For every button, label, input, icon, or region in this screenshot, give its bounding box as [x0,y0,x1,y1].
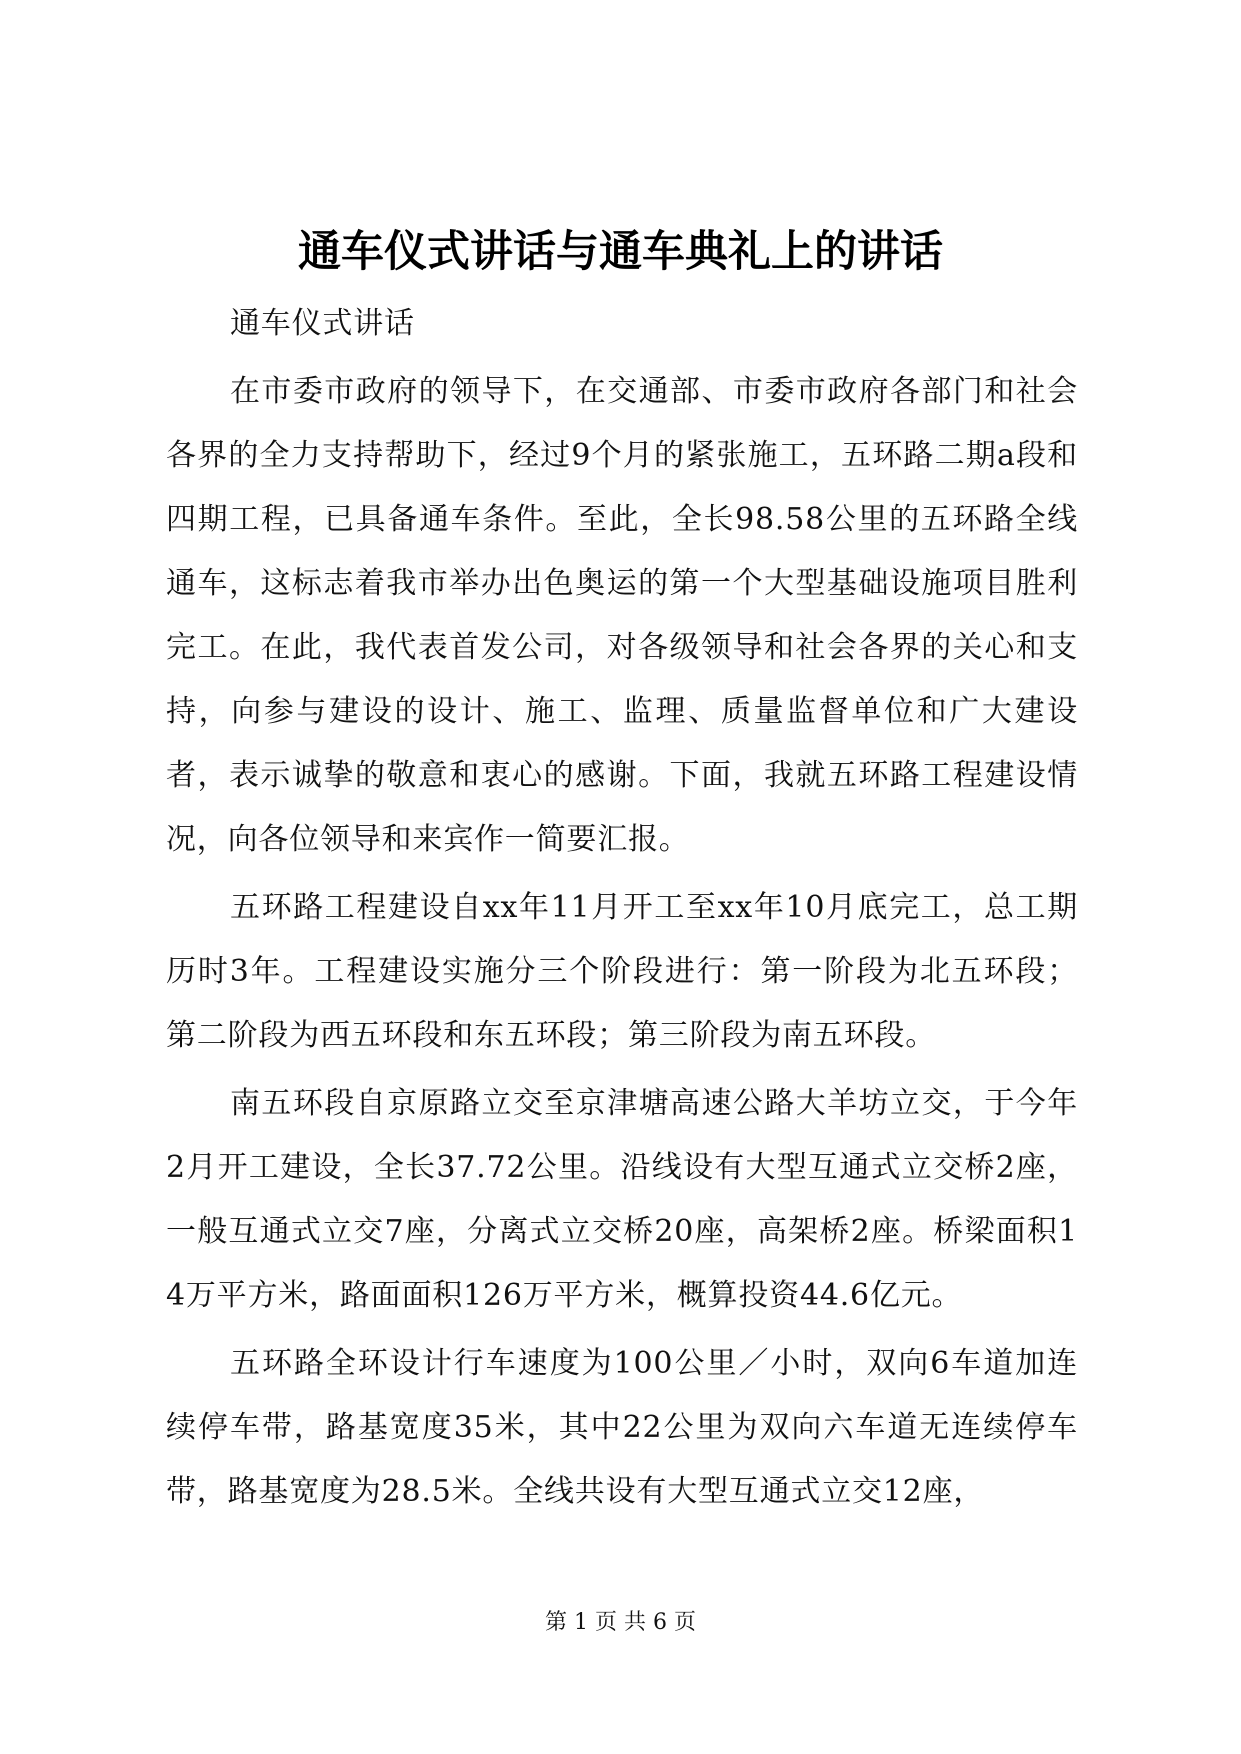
page-footer: 第 1 页 共 6 页 [545,1610,696,1635]
section-heading: 通车仪式讲话 [230,306,415,341]
paragraph-3: 南五环段自京原路立交至京津塘高速公路大羊坊立交，于今年2月开工建设，全长37.72公里。沿线设有大型互通式立交桥2座，一般互通式立交7座，分离式立交桥20座，高架桥2座。桥梁面积14万平方米，路面面积126万平方米，概算投资44.6亿元。 [166,1086,1078,1313]
document-body [166,292,1078,1528]
paragraph-4: 五环路全环设计行车速度为100公里／小时，双向6车道加连续停车带，路基宽度35米，其中22公里为双向六车道无连续停车带，路基宽度为28.5米。全线共设有大型互通式立交12座， [166,1346,1078,1509]
paragraph-2: 五环路工程建设自xx年11月开工至xx年10月底完工，总工期历时3年。工程建设实施分三个阶段进行：第一阶段为北五环段；第二阶段为西五环段和东五环段；第三阶段为南五环段。 [166,890,1078,1053]
document-title: 通车仪式讲话与通车典礼上的讲话 [298,227,943,277]
paragraph-1: 在市委市政府的领导下，在交通部、市委市政府各部门和社会各界的全力支持帮助下，经过9个月的紧张施工，五环路二期a段和四期工程，已具备通车条件。至此，全长98.58公里的五环路全线通车，这标志着我市举办出色奥运的第一个大型基础设施项目胜利完工。在此，我代表首发公司，对各级领导和社会各界的关心和支持，向参与建设的设计、施工、监理、质量监督单位和广大建设者，表示诚挚的敬意和衷心的感谢。下面，我就五环路工程建设情况，向各位领导和来宾作一简要汇报。 [166,374,1078,857]
